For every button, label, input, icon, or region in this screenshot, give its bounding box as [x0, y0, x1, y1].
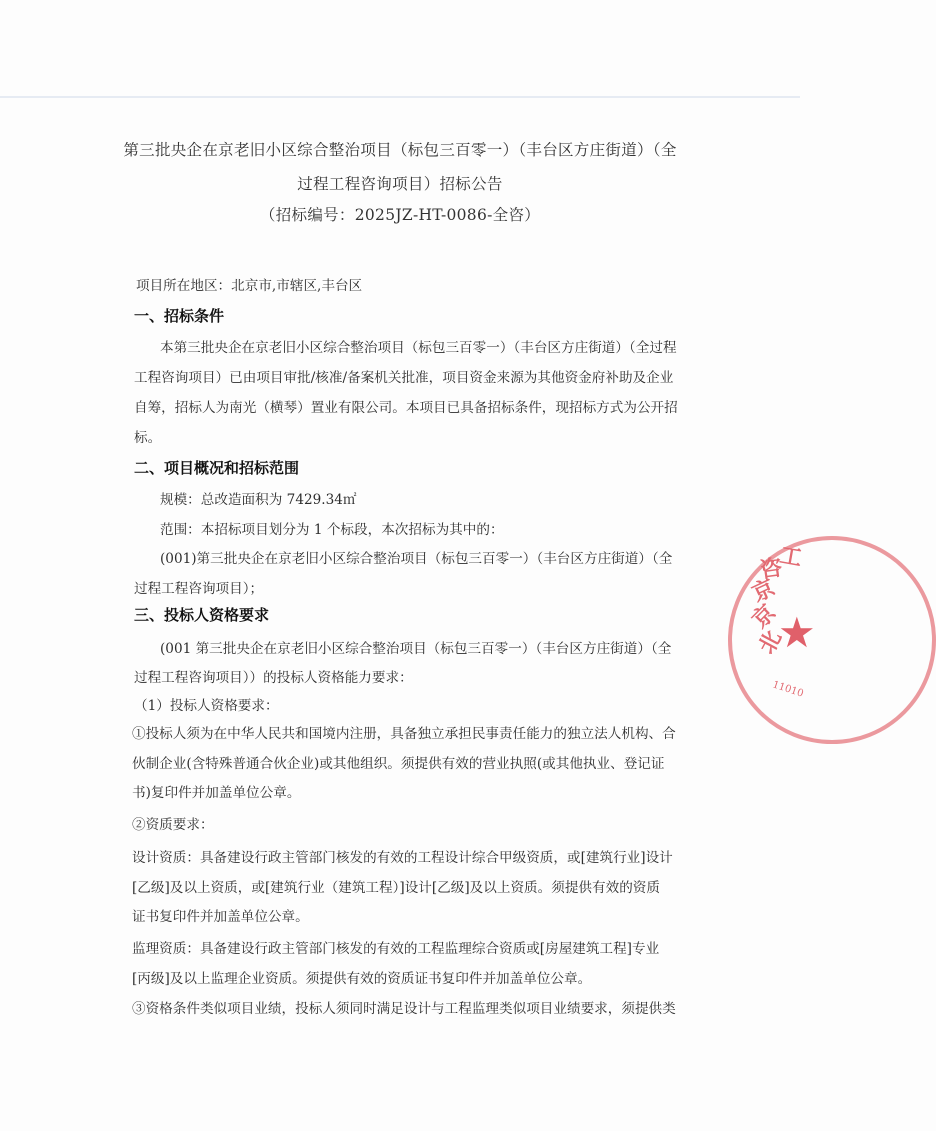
paragraph-line: (001 第三批央企在京老旧小区综合整治项目（标包三百零一）（丰台区方庄街道）（全: [160, 641, 672, 657]
section-heading-project-overview: 二、项目概况和招标范围: [134, 459, 300, 477]
paragraph-line: 过程工程咨询项目）；: [134, 581, 264, 597]
stamp-char: 京: [747, 599, 782, 634]
paragraph-line: （1）投标人资格要求：: [134, 698, 279, 714]
paragraph-line: 过程工程咨询项目））的投标人资格能力要求：: [134, 670, 413, 686]
paragraph-line: ①投标人须为在中华人民共和国境内注册，具备独立承担民事责任能力的独立法人机构、合: [132, 726, 676, 742]
paragraph-line: [丙级]及以上监理企业资质。须提供有效的资质证书复印件并加盖单位公章。: [132, 971, 592, 987]
paragraph-line: 本第三批央企在京老旧小区综合整治项目（标包三百零一）（丰台区方庄街道）（全过程: [160, 340, 677, 356]
paragraph-line: 设计资质：具备建设行政主管部门核发的有效的工程设计综合甲级资质，或[建筑行业]设计: [132, 850, 673, 866]
paragraph-line: 范围：本招标项目划分为 1 个标段，本次招标为其中的：: [160, 522, 504, 538]
paragraph-line: 自筹，招标人为南光（横琴）置业有限公司。本项目已具备招标条件，现招标方式为公开招: [134, 400, 678, 416]
scan-artifact-line: [0, 96, 800, 98]
stamp-char: 北: [753, 626, 787, 659]
paragraph-line: ②资质要求：: [132, 817, 214, 833]
notice-title-line-1: 第三批央企在京老旧小区综合整治项目（标包三百零一）（丰台区方庄街道）（全: [123, 141, 677, 159]
stamp-star-icon: ★: [778, 608, 816, 657]
section-heading-bidding-conditions: 一、招标条件: [134, 307, 225, 325]
stamp-char: 京: [748, 574, 780, 608]
paragraph-line: 书)复印件并加盖单位公章。: [132, 785, 301, 801]
paragraph-line: 监理资质：具备建设行政主管部门核发的有效的工程监理综合资质或[房屋建筑工程]专业: [132, 941, 660, 957]
tender-number: （招标编号：2025JZ-HT-0086-全咨）: [259, 206, 541, 224]
paragraph-line: ③资格条件类似项目业绩，投标人须同时满足设计与工程监理类似项目业绩要求，须提供类: [132, 1001, 676, 1017]
section-heading-qualification: 三、投标人资格要求: [134, 606, 270, 624]
paragraph-line: 标。: [134, 430, 162, 446]
paragraph-line: 证书复印件并加盖单位公章。: [132, 909, 309, 925]
paragraph-line: 规模：总改造面积为 7429.34㎡: [160, 492, 357, 508]
stamp-char: 工: [777, 542, 804, 572]
project-location: 项目所在地区：北京市,市辖区,丰台区: [136, 278, 363, 294]
paragraph-line: (001)第三批央企在京老旧小区综合整治项目（标包三百零一）（丰台区方庄街道）（全: [160, 551, 673, 567]
paragraph-line: [乙级]及以上资质，或[建筑行业（建筑工程）]设计[乙级]及以上资质。须提供有效的资质: [132, 880, 660, 896]
paragraph-line: 工程咨询项目）已由项目审批/核准/备案机关批准，项目资金来源为其他资金府补助及企业: [134, 370, 674, 386]
stamp-char: 咨: [758, 554, 784, 584]
paragraph-line: 伙制企业(含特殊普通合伙企业)或其他组织。须提供有效的营业执照(或其他执业、登记证: [132, 756, 665, 772]
notice-title-line-2: 过程工程咨询项目）招标公告: [297, 175, 503, 193]
stamp-number: 11010: [771, 679, 805, 700]
